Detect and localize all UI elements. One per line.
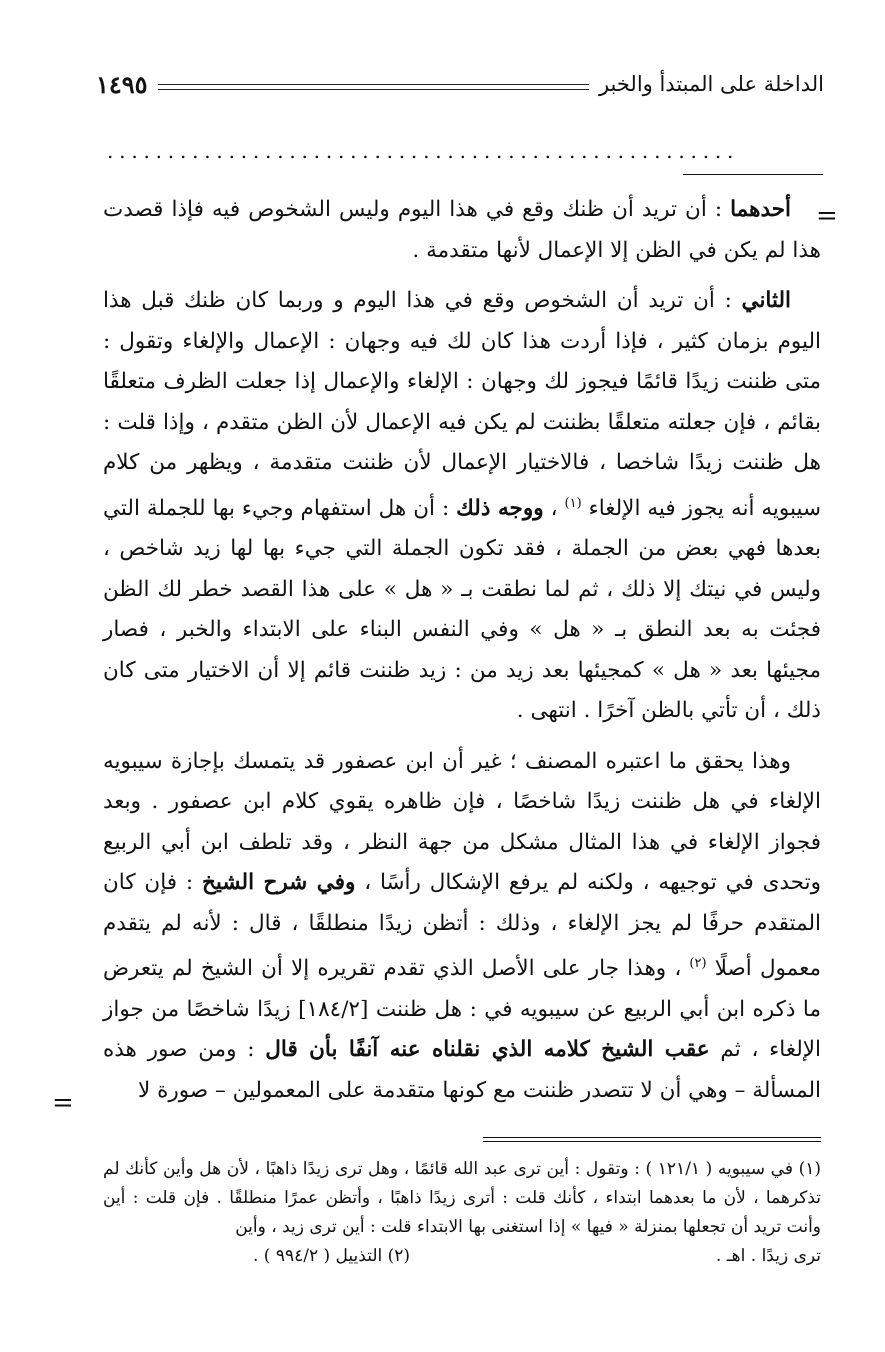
footnote-ref: (١) (564, 495, 582, 511)
continuation-mark-top: = (816, 201, 838, 231)
paragraph-lead: أحدهما (730, 197, 791, 222)
footnote-last-line (103, 1242, 821, 1271)
paragraph-text: : أن تريد أن الشخوص وقع في هذا اليوم و وربما كان ظنك قبل هذا اليوم بزمان كثير ، فإذا أردت هذا كان لك فيه وجهان : الإعمال والإلغاء وتقول : متى ظننت زيدًا قائمًا فيجوز لك وجهان : الإلغاء والإعمال إذا جعلت الظرف متعلقًا بقائم ، فإن جعلته متعلقًا بظننت لم يكن فيه الإعمال لأن الظن متقدم ، وإذا قلت : هل ظننت زيدًا شاخصا ، فالاختيار الإعمال لأن ظننت متقدمة ، ويظهر من كلام سيبويه أنه يجوز فيه الإلغاء (103, 288, 822, 521)
paragraph-second (103, 281, 821, 732)
dotted-separator: .................................................... (107, 139, 740, 163)
paragraph-lead-2: ووجه ذلك (456, 495, 544, 521)
paragraph-text: : فإن كان المتقدم حرفًا لم يجز الإلغاء ، وذلك : أتظن زيدًا منطلقًا ، قال : لأنه لم يتقدم معمول أصلًا (103, 870, 821, 982)
footnote-1-end: ترى زيدًا . اهـ . (715, 1246, 821, 1266)
continuation-mark-bottom: = (52, 1088, 74, 1118)
footnote-ref: (٢) (689, 956, 707, 972)
footnote-2: (٢) التذييل ( ٩٩٤/٢ ) . (253, 1246, 411, 1266)
paragraph-text: : أن تريد أن ظنك وقع في هذا اليوم وليس الشخوص فيه فإذا قصدت هذا لم يكن في الظن إلا الإعمال لأنها متقدمة . (103, 197, 821, 263)
paragraph-text: وهذا يحقق ما اعتبره المصنف ؛ غير أن ابن عصفور قد يتمسك بإجازة سيبويه الإلغاء في هل ظننت زيدًا شاخصًا ، فإن ظاهره يقوي كلام ابن عصفور . وبعد فجواز الإلغاء في هذا المثال مشكل من جهة النظر ، وقد تلطف ابن أبي الربيع وتحدى في توجيهه ، ولكنه لم يرفع الإشكال رأسًا ، (103, 748, 821, 896)
footnote-1: (١) في سيبويه ( ١٢١/١ ) : وتقول : أين ترى عبد الله قائمًا ، وهل ترى زيدًا ذاهبًا ، لأن هل وأين كأنك لم تذكرهما ، لأن ما بعدهما ابتداء ، كأنك قلت : أترى زيدًا ذاهبًا ، وأتظن عمرًا منطلقًا . فإن قلت : أين وأنت تريد أن تجعلها بمنزلة « فيها » إذا استغنى بها الابتداء قلت : أين ترى زيد ، وأين (103, 1159, 821, 1237)
footnotes (103, 1155, 821, 1271)
footnote-rule (483, 1137, 821, 1142)
chapter-title: الداخلة على المبتدأ والخبر (598, 72, 824, 96)
paragraph-lead: الثاني (741, 288, 791, 313)
separator: ، (543, 495, 565, 521)
paragraph-third (103, 742, 821, 1112)
bold-phrase: وفي شرح الشيخ (201, 870, 356, 896)
running-header (96, 64, 824, 104)
short-rule (683, 174, 823, 175)
paragraph-text: : أن هل استفهام وجيء بها للجملة التي بعدها فهي بعض من الجملة ، فقد تكون الجملة التي جيء بها لها زيد شاخص ، وليس في نيتك إلا ذلك ، ثم لما نطقت بـ « هل » على هذا القصد خطر لك الظن فجئت به بعد النطق بـ « هل » وفي النفس البناء على الابتداء والخبر ، فصار مجيئها بعد « هل » كمجيئها بعد زيد من : زيد ظننت قائم إلا أن الاختيار متى كان ذلك ، أن تأتي بالظن آخرًا . انتهى . (103, 495, 821, 724)
paragraph-text: : ومن صور هذه المسألة – وهي أن لا تتصدر ظننت مع كونها متقدمة على المعمولين – صورة لا (103, 1037, 821, 1103)
main-text (103, 190, 821, 1111)
header-rule (158, 84, 589, 90)
paragraph-first (103, 190, 821, 271)
page-number: ١٤٩٥ (96, 69, 148, 99)
bold-phrase: عقب الشيخ كلامه الذي نقلناه عنه آنفًا بأن قال (265, 1037, 710, 1063)
paragraph-text: ، وهذا جار على الأصل الذي تقدم تقريره إلا أن الشيخ لم يتعرض ما ذكره ابن أبي الربيع عن سيبويه في : هل ظننت [١٨٤/٢] زيدًا شاخصًا من جواز الإلغاء ، ثم (103, 956, 821, 1063)
